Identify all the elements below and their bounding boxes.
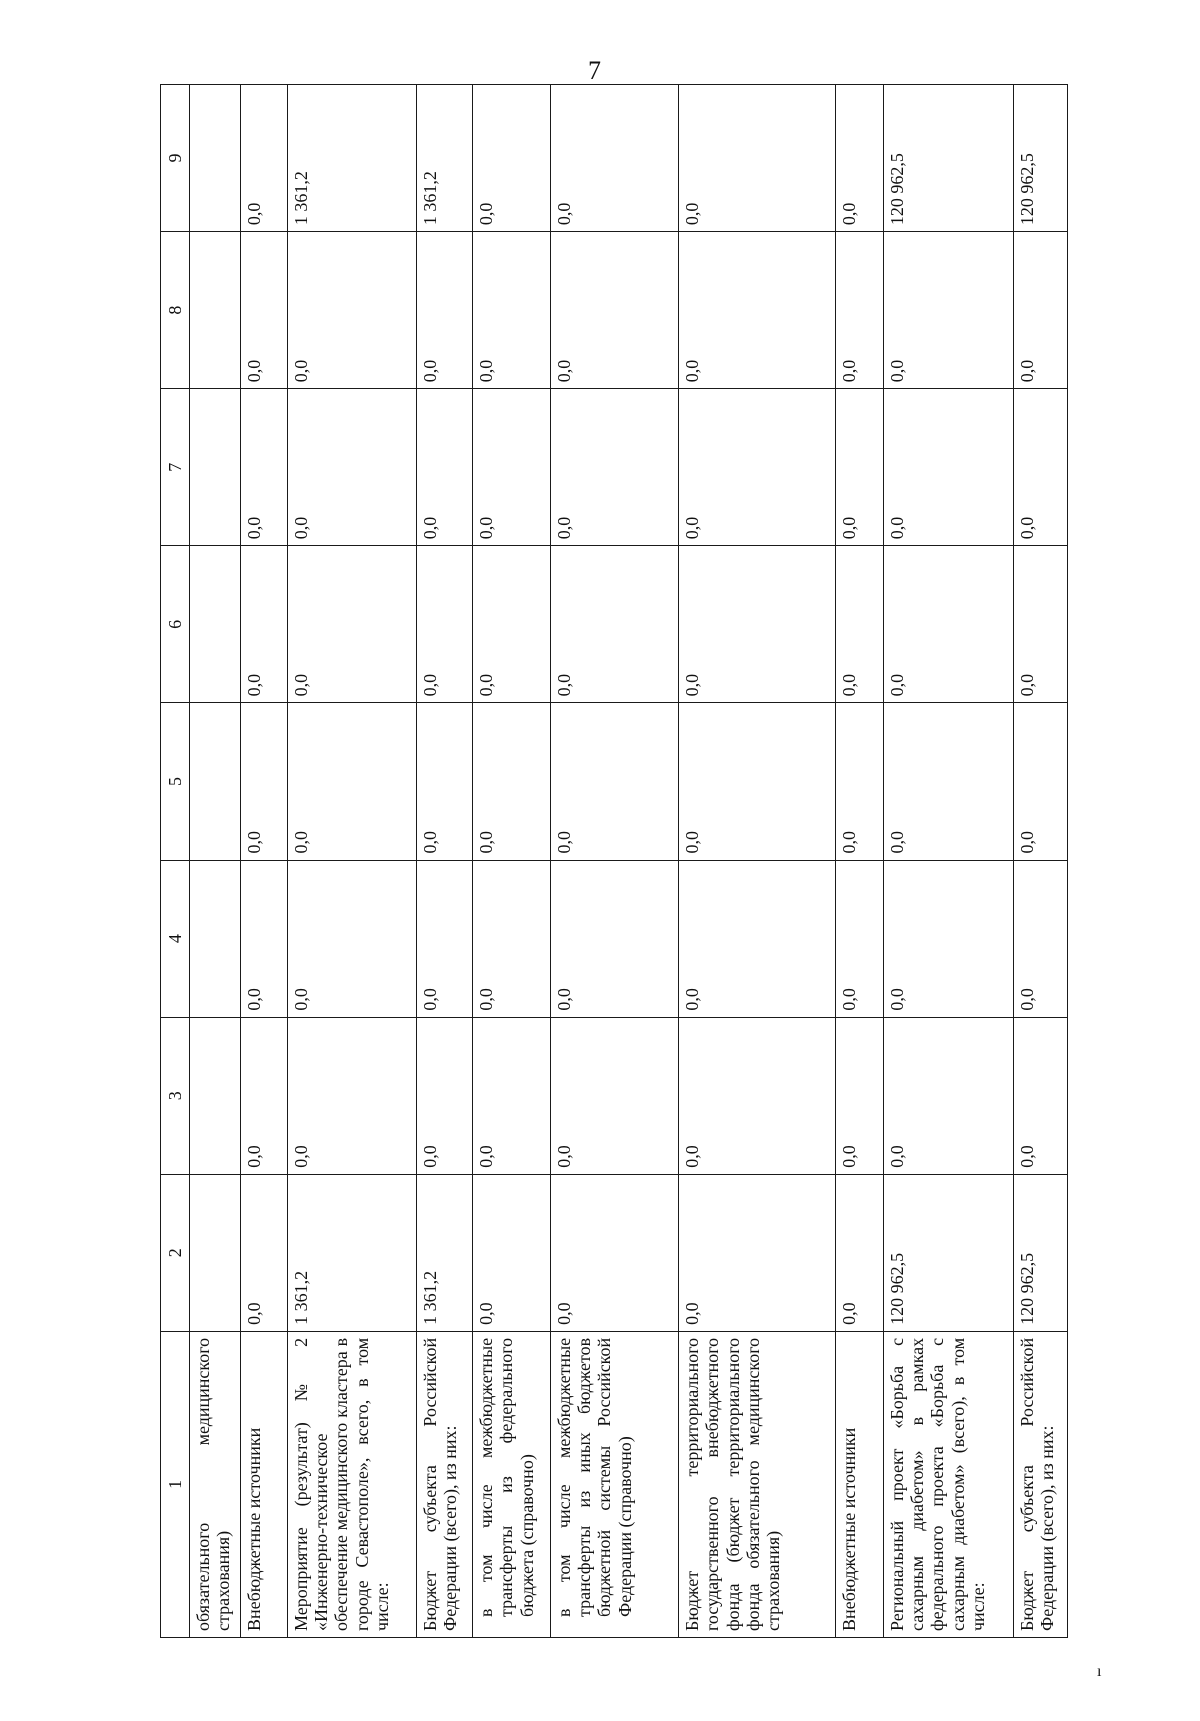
- cell-value: 0,0: [678, 703, 835, 860]
- cell-value: 0,0: [417, 860, 473, 1017]
- cell-value: 0,0: [473, 85, 551, 232]
- cell-value: 0,0: [550, 1174, 678, 1331]
- table-row: [836, 85, 883, 1638]
- table-row: [190, 85, 241, 1638]
- cell-value: 120 962,5: [1014, 1174, 1068, 1331]
- cell-value: 0,0: [678, 1017, 835, 1174]
- cell-value: 0,0: [550, 860, 678, 1017]
- column-header-4: 4: [161, 860, 190, 1017]
- table-row: [417, 85, 473, 1638]
- cell-value: 0,0: [241, 1174, 287, 1331]
- cell-value: 0,0: [550, 703, 678, 860]
- table-row: [287, 85, 416, 1638]
- cell-value: 0,0: [883, 860, 1013, 1017]
- cell-value: [190, 703, 241, 860]
- column-header-9: 9: [161, 85, 190, 232]
- cell-value: 0,0: [473, 232, 551, 389]
- cell-value: 0,0: [836, 1017, 883, 1174]
- cell-value: 0,0: [287, 389, 416, 546]
- row-label: Бюджет субъекта Российской Федерации (всего), из них:: [417, 1331, 473, 1637]
- cell-value: 0,0: [550, 389, 678, 546]
- cell-value: [190, 232, 241, 389]
- cell-value: 0,0: [883, 1017, 1013, 1174]
- cell-value: 0,0: [836, 85, 883, 232]
- cell-value: 120 962,5: [883, 85, 1013, 232]
- column-header-3: 3: [161, 1017, 190, 1174]
- cell-value: 0,0: [287, 703, 416, 860]
- table-row: [241, 85, 287, 1638]
- cell-value: 0,0: [473, 546, 551, 703]
- row-label: обязательного медицинского страхования): [190, 1331, 241, 1637]
- cell-value: 0,0: [241, 232, 287, 389]
- cell-value: 1 361,2: [287, 85, 416, 232]
- cell-value: 0,0: [241, 703, 287, 860]
- cell-value: 0,0: [883, 703, 1013, 860]
- row-label: Региональный проект «Борьба с сахарным диабетом» в рамках федерального проекта «Борьба с сахарным диабетом» (всего), в том числе:: [883, 1331, 1013, 1637]
- cell-value: 0,0: [836, 546, 883, 703]
- table-row: [473, 85, 551, 1638]
- cell-value: 1 361,2: [417, 1174, 473, 1331]
- column-header-1: 1: [161, 1331, 190, 1637]
- cell-value: [190, 85, 241, 232]
- cell-value: 0,0: [241, 389, 287, 546]
- row-label: Бюджет субъекта Российской Федерации (всего), из них:: [1014, 1331, 1068, 1637]
- cell-value: 0,0: [883, 546, 1013, 703]
- column-header-6: 6: [161, 546, 190, 703]
- cell-value: 0,0: [1014, 1017, 1068, 1174]
- cell-value: 0,0: [550, 546, 678, 703]
- cell-value: 0,0: [417, 1017, 473, 1174]
- cell-value: [190, 1174, 241, 1331]
- page-number: 7: [588, 56, 601, 85]
- column-header-7: 7: [161, 389, 190, 546]
- cell-value: 120 962,5: [883, 1174, 1013, 1331]
- cell-value: 0,0: [678, 232, 835, 389]
- cell-value: 0,0: [241, 1017, 287, 1174]
- cell-value: 0,0: [473, 703, 551, 860]
- cell-value: 0,0: [417, 389, 473, 546]
- cell-value: 0,0: [241, 85, 287, 232]
- cell-value: 0,0: [1014, 546, 1068, 703]
- cell-value: 0,0: [836, 860, 883, 1017]
- funding-table: [160, 84, 1068, 1638]
- cell-value: 0,0: [1014, 232, 1068, 389]
- cell-value: 0,0: [241, 546, 287, 703]
- cell-value: 0,0: [417, 546, 473, 703]
- cell-value: 0,0: [550, 85, 678, 232]
- cell-value: 0,0: [883, 389, 1013, 546]
- funding-table-rotated: [160, 84, 1068, 1638]
- table-row: [883, 85, 1013, 1638]
- row-label: в том числе межбюджетные трансферты из федерального бюджета (справочно): [473, 1331, 551, 1637]
- row-label: Бюджет территориального государственного внебюджетного фонда (бюджет территориального фонда обязательного медицинского страхования): [678, 1331, 835, 1637]
- cell-value: 0,0: [417, 703, 473, 860]
- column-header-8: 8: [161, 232, 190, 389]
- cell-value: [190, 389, 241, 546]
- cell-value: 1 361,2: [287, 1174, 416, 1331]
- table-row: [1014, 85, 1068, 1638]
- cell-value: 0,0: [473, 389, 551, 546]
- cell-value: 0,0: [287, 1017, 416, 1174]
- cell-value: 0,0: [473, 1174, 551, 1331]
- cell-value: 0,0: [417, 232, 473, 389]
- cell-value: [190, 546, 241, 703]
- cell-value: 1 361,2: [417, 85, 473, 232]
- cell-value: 0,0: [836, 1174, 883, 1331]
- column-header-5: 5: [161, 703, 190, 860]
- cell-value: 0,0: [1014, 860, 1068, 1017]
- cell-value: [190, 860, 241, 1017]
- row-label: в том числе межбюджетные трансферты из иных бюджетов бюджетной системы Российской Федерации (справочно): [550, 1331, 678, 1637]
- cell-value: 0,0: [550, 232, 678, 389]
- scan-corner-mark: ı: [1097, 1663, 1102, 1680]
- cell-value: 0,0: [473, 860, 551, 1017]
- column-number-row: [161, 85, 190, 1638]
- table-row: [550, 85, 678, 1638]
- cell-value: 0,0: [287, 232, 416, 389]
- cell-value: 0,0: [1014, 389, 1068, 546]
- cell-value: 0,0: [678, 860, 835, 1017]
- cell-value: 0,0: [550, 1017, 678, 1174]
- cell-value: 0,0: [883, 232, 1013, 389]
- cell-value: 0,0: [836, 232, 883, 389]
- row-label: Мероприятие (результат) № 2 «Инженерно-техническое обеспечение медицинского кластера в городе Севастополе», всего, в том числе:: [287, 1331, 416, 1637]
- cell-value: 120 962,5: [1014, 85, 1068, 232]
- cell-value: 0,0: [678, 546, 835, 703]
- cell-value: 0,0: [678, 85, 835, 232]
- table-row: [678, 85, 835, 1638]
- row-label: Внебюджетные источники: [241, 1331, 287, 1637]
- cell-value: 0,0: [1014, 703, 1068, 860]
- cell-value: 0,0: [678, 1174, 835, 1331]
- cell-value: [190, 1017, 241, 1174]
- column-header-2: 2: [161, 1174, 190, 1331]
- row-label: Внебюджетные источники: [836, 1331, 883, 1637]
- cell-value: 0,0: [836, 703, 883, 860]
- cell-value: 0,0: [287, 860, 416, 1017]
- cell-value: 0,0: [836, 389, 883, 546]
- cell-value: 0,0: [678, 389, 835, 546]
- cell-value: 0,0: [287, 546, 416, 703]
- cell-value: 0,0: [473, 1017, 551, 1174]
- cell-value: 0,0: [241, 860, 287, 1017]
